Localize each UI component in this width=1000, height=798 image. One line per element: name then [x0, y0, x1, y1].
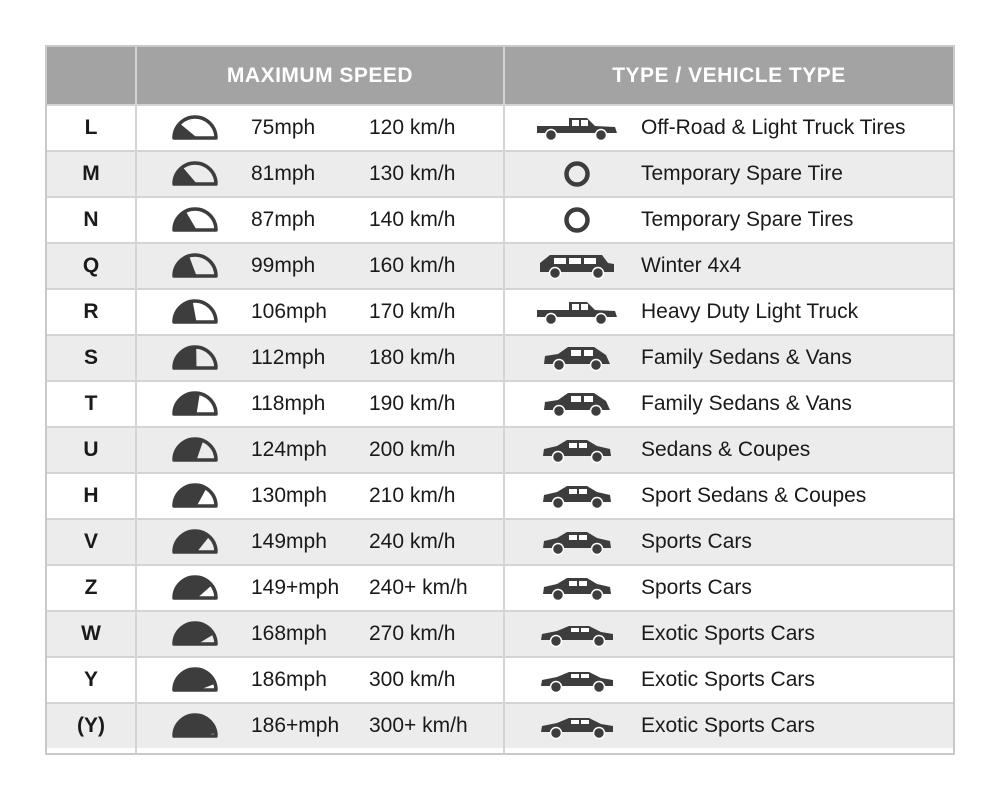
speed-kmh: 120 km/h — [369, 116, 456, 139]
sports-car-icon — [527, 612, 627, 656]
speed-mph: 168mph — [251, 622, 327, 645]
speed-mph: 106mph — [251, 300, 327, 323]
speed-mph: 112mph — [251, 346, 326, 369]
speedometer-icon — [165, 198, 225, 242]
speed-kmh: 270 km/h — [369, 622, 456, 645]
speed-rating-code: V — [83, 530, 98, 553]
speed-rating-code: W — [81, 622, 101, 645]
table-row — [47, 518, 953, 564]
hatchback-icon — [527, 382, 627, 426]
vehicle-type: Temporary Spare Tire — [641, 162, 843, 185]
speed-rating-code: U — [83, 438, 99, 461]
speed-mph: 87mph — [251, 208, 316, 231]
speed-mph: 99mph — [251, 254, 316, 277]
speed-mph: 118mph — [251, 392, 326, 415]
table-row — [47, 610, 953, 656]
speed-kmh: 200 km/h — [369, 438, 456, 461]
table-header — [47, 47, 953, 104]
speedometer-icon — [165, 336, 225, 380]
speed-kmh: 240 km/h — [369, 530, 456, 553]
speed-kmh: 180 km/h — [369, 346, 456, 369]
speed-mph: 149mph — [251, 530, 327, 553]
speed-rating-code: M — [82, 162, 100, 185]
sedan-icon — [527, 474, 627, 518]
hatchback-icon — [527, 336, 627, 380]
speedometer-icon — [165, 290, 225, 334]
vehicle-type: Off-Road & Light Truck Tires — [641, 116, 906, 139]
speed-rating-table — [45, 45, 955, 755]
speedometer-icon — [165, 152, 225, 196]
speed-kmh: 170 km/h — [369, 300, 456, 323]
header-code-cell — [47, 47, 135, 104]
speedometer-icon — [165, 474, 225, 518]
speed-rating-code: S — [83, 346, 98, 369]
table-row — [47, 426, 953, 472]
speed-mph: 186mph — [251, 668, 327, 691]
table-row — [47, 334, 953, 380]
table-row — [47, 150, 953, 196]
speed-mph: 124mph — [251, 438, 327, 461]
table-row — [47, 242, 953, 288]
speedometer-icon — [165, 244, 225, 288]
vehicle-type: Heavy Duty Light Truck — [641, 300, 859, 323]
speed-kmh: 130 km/h — [369, 162, 456, 185]
speed-rating-code: T — [84, 392, 98, 415]
speed-kmh: 190 km/h — [369, 392, 456, 415]
speed-mph: 75mph — [251, 116, 316, 139]
table-row — [47, 702, 953, 748]
table-row — [47, 564, 953, 610]
speed-rating-code: Q — [82, 254, 100, 277]
table-row — [47, 104, 953, 150]
vehicle-type: Exotic Sports Cars — [641, 668, 815, 691]
pickup-truck-icon — [527, 290, 627, 334]
speed-rating-code: Y — [83, 668, 98, 691]
spare-tire-icon — [527, 152, 627, 196]
speed-rating-code: L — [84, 116, 98, 139]
sports-car-icon — [527, 658, 627, 702]
sports-car-icon — [527, 704, 627, 748]
sedan-icon — [527, 520, 627, 564]
speed-kmh: 160 km/h — [369, 254, 456, 277]
pickup-truck-icon — [527, 106, 627, 150]
vehicle-type: Sports Cars — [641, 530, 752, 553]
speed-kmh: 300+ km/h — [369, 714, 468, 737]
speed-mph: 149+mph — [251, 576, 340, 599]
speedometer-icon — [165, 520, 225, 564]
speed-mph: 130mph — [251, 484, 327, 507]
speed-rating-code: H — [83, 484, 99, 507]
spare-tire-icon — [527, 198, 627, 242]
suv-icon — [527, 244, 627, 288]
vehicle-type: Sports Cars — [641, 576, 752, 599]
sedan-icon — [527, 428, 627, 472]
speed-rating-code: N — [83, 208, 99, 231]
vehicle-type: Family Sedans & Vans — [641, 392, 852, 415]
table-row — [47, 380, 953, 426]
table-row — [47, 472, 953, 518]
vehicle-type: Sedans & Coupes — [641, 438, 811, 461]
header-vehicle-type: TYPE / VEHICLE TYPE — [612, 63, 846, 87]
speed-rating-code: (Y) — [77, 714, 105, 737]
speed-kmh: 210 km/h — [369, 484, 456, 507]
sedan-icon — [527, 566, 627, 610]
speed-rating-code: Z — [84, 576, 98, 599]
speed-mph: 186+mph — [251, 714, 340, 737]
table-row — [47, 196, 953, 242]
vehicle-type: Exotic Sports Cars — [641, 622, 815, 645]
column-divider — [135, 47, 137, 753]
speedometer-icon — [165, 428, 225, 472]
table-row — [47, 656, 953, 702]
speedometer-icon — [165, 612, 225, 656]
speedometer-icon — [165, 382, 225, 426]
column-divider — [503, 47, 505, 753]
header-max-speed: MAXIMUM SPEED — [226, 63, 414, 87]
vehicle-type: Sport Sedans & Coupes — [641, 484, 867, 507]
speedometer-icon — [165, 566, 225, 610]
table-row — [47, 288, 953, 334]
speedometer-icon — [165, 106, 225, 150]
speed-kmh: 300 km/h — [369, 668, 456, 691]
speed-mph: 81mph — [251, 162, 316, 185]
vehicle-type: Winter 4x4 — [641, 254, 742, 277]
speedometer-icon — [165, 658, 225, 702]
speedometer-icon — [165, 704, 225, 748]
vehicle-type: Exotic Sports Cars — [641, 714, 815, 737]
vehicle-type: Family Sedans & Vans — [641, 346, 852, 369]
speed-rating-code: R — [83, 300, 99, 323]
vehicle-type: Temporary Spare Tires — [641, 208, 854, 231]
speed-kmh: 140 km/h — [369, 208, 456, 231]
speed-kmh: 240+ km/h — [369, 576, 468, 599]
